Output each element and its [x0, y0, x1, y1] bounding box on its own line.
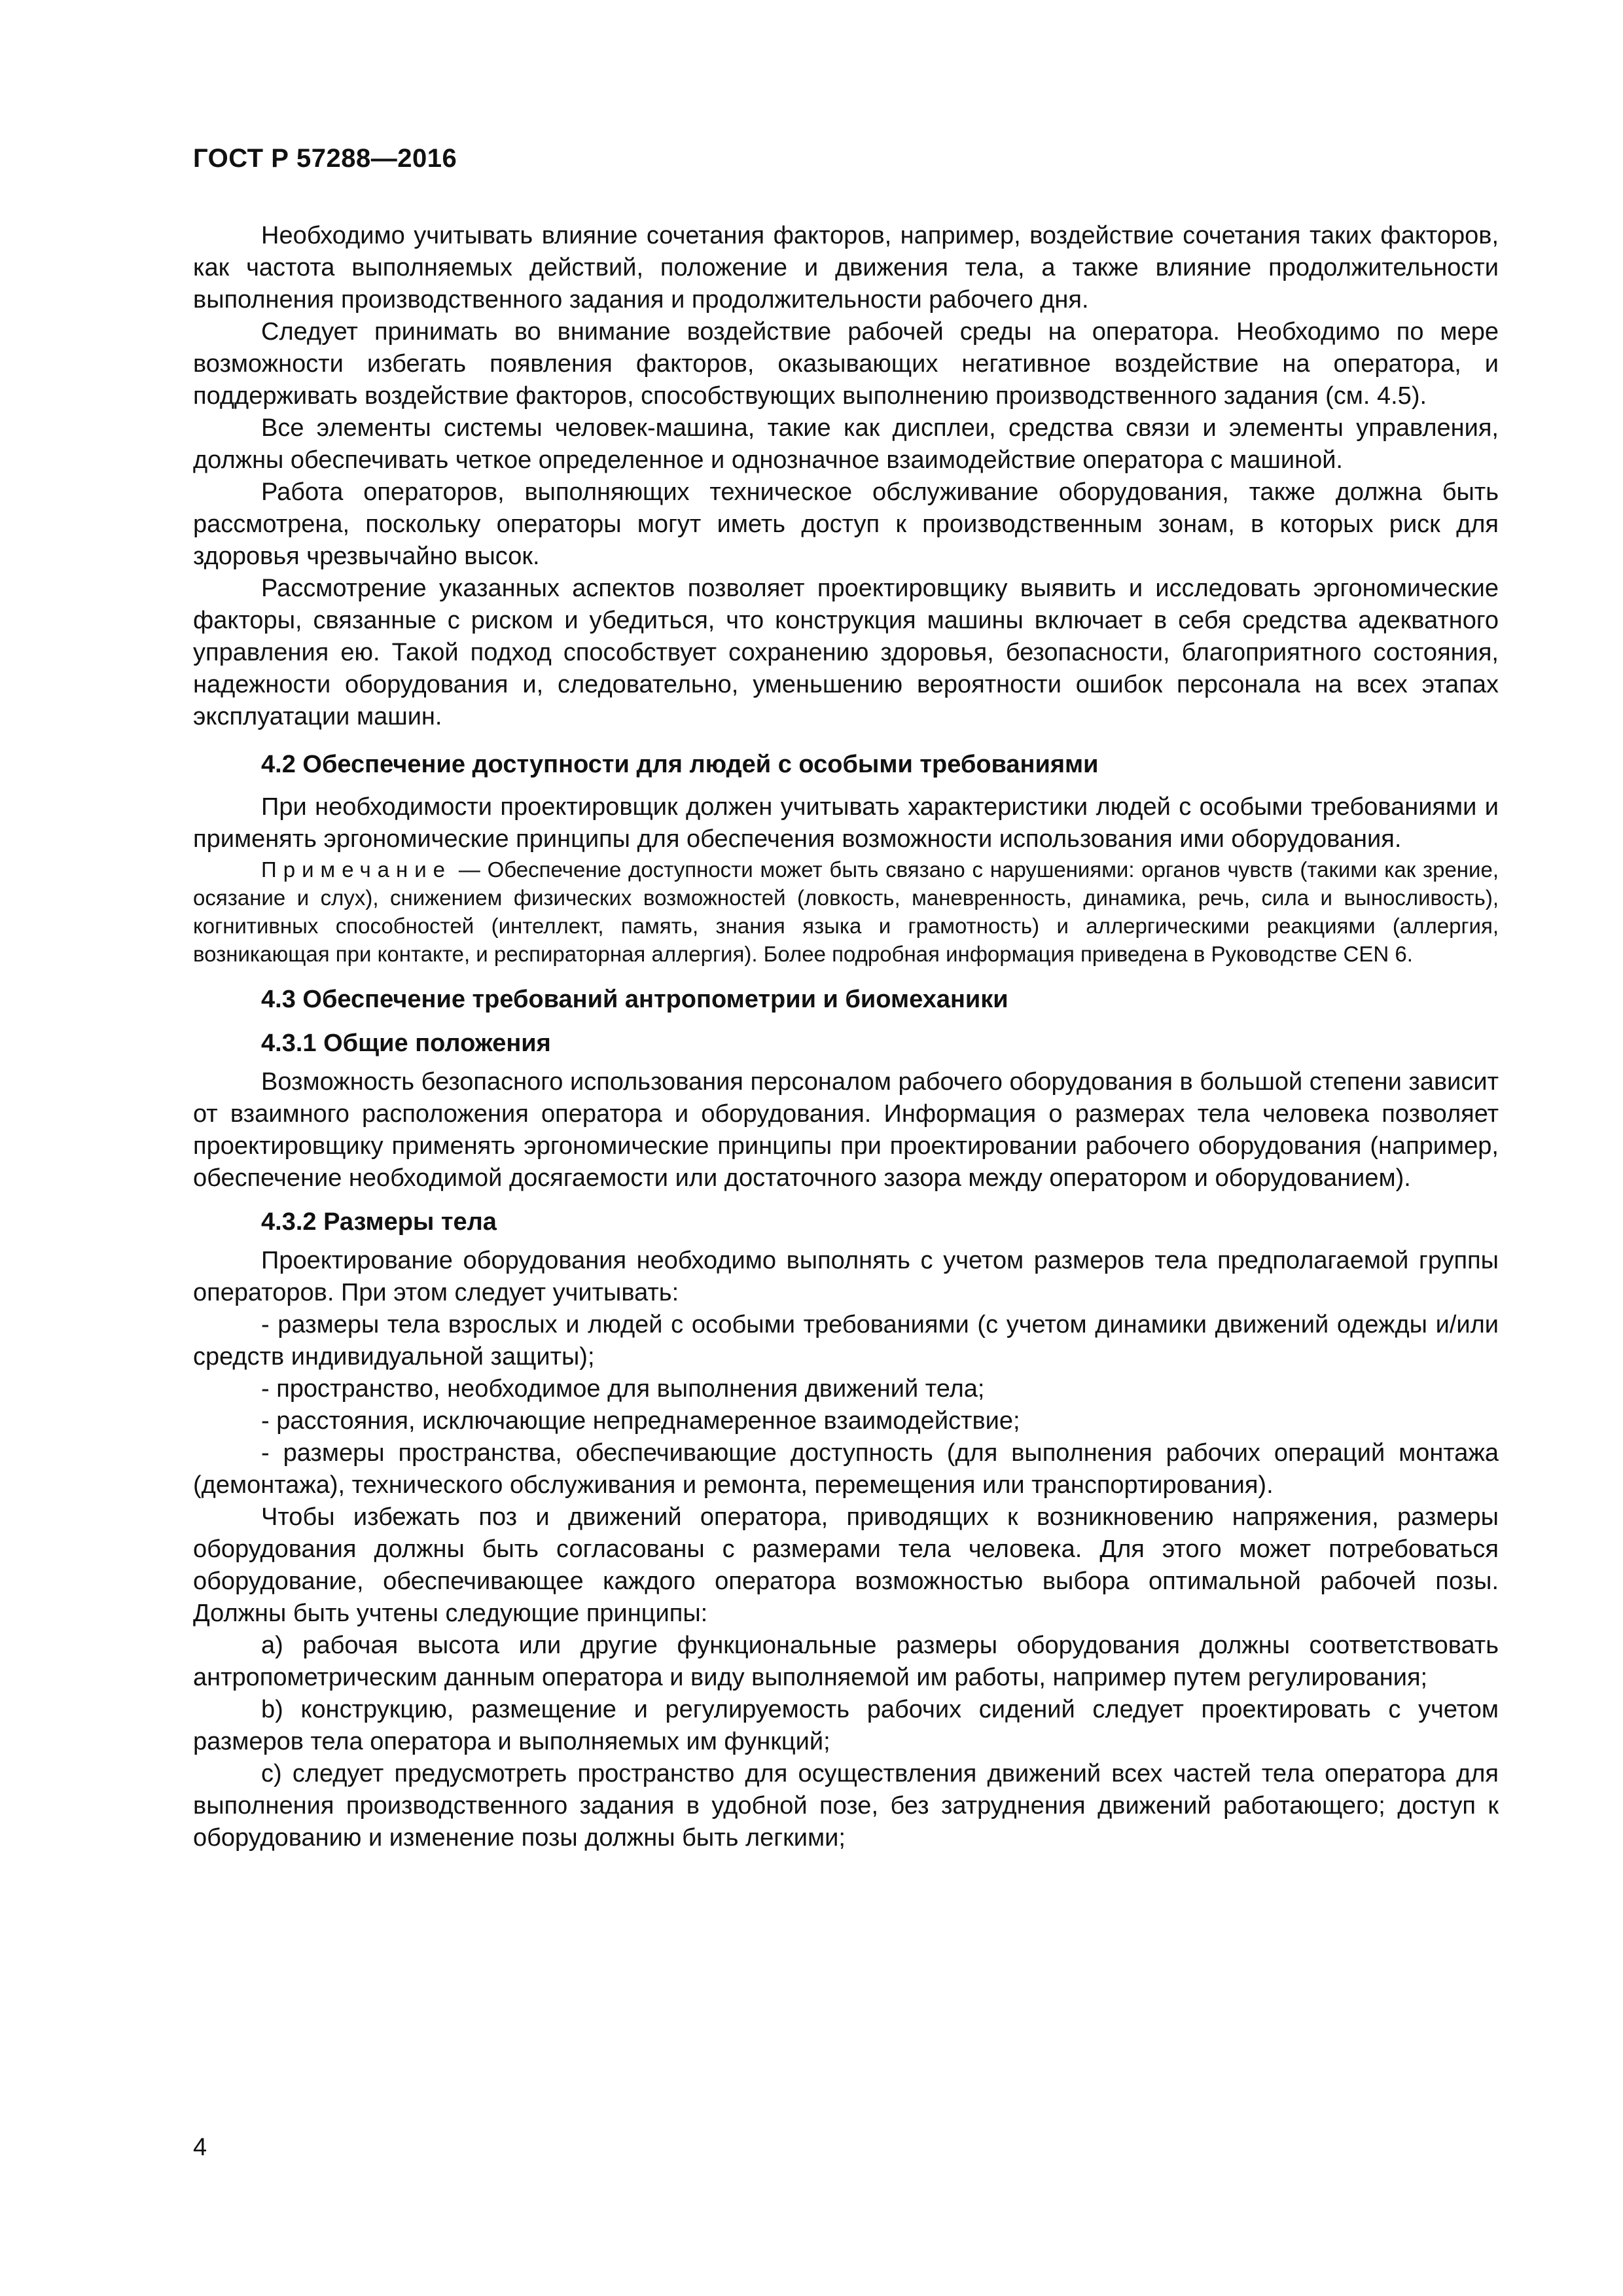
paragraph: Возможность безопасного использования персоналом рабочего оборудования в большой степени зависит от взаимного расположения оператора и оборудования. Информация о размерах тела человека позволяет проектировщику применять эргономические принципы при проектировании рабочего оборудования (например, обеспечение необходимой досягаемости или достаточного зазора между оператором и оборудованием).	[193, 1068, 1499, 1192]
list-item: - размеры пространства, обеспечивающие доступность (для выполнения рабочих операций монтажа (демонтажа), технического обслуживания и ремонта, перемещения или транспортирования).	[193, 1439, 1499, 1499]
paragraph: Необходимо учитывать влияние сочетания факторов, например, воздействие сочетания таких факторов, как частота выполняемых действий, положение и движения тела, а также влияние продолжительности выполнения производственного задания и продолжительности рабочего дня.	[193, 222, 1499, 314]
document-header: ГОСТ Р 57288—2016	[193, 144, 457, 173]
paragraph: Чтобы избежать поз и движений оператора, приводящих к возникновению напряжения, размеры оборудования должны быть согласованы с размерами тела человека. Для этого может потребоваться оборудование, обеспечивающее каждого оператора возможностью выбора оптимальной рабочей позы. Должны быть учтены следующие принципы:	[193, 1503, 1499, 1627]
paragraph: Работа операторов, выполняющих техническое обслуживание оборудования, также должна быть рассмотрена, поскольку операторы могут иметь доступ к производственным зонам, в которых риск для здоровья чрезвычайно высок.	[193, 478, 1499, 570]
subsection-heading-4-3-2: 4.3.2 Размеры тела	[261, 1208, 497, 1236]
page-number: 4	[193, 2134, 207, 2161]
note	[193, 855, 1499, 968]
section-heading-4-3: 4.3 Обеспечение требований антропометрии и биомеханики	[261, 986, 1008, 1013]
subsection-heading-4-3-1: 4.3.1 Общие положения	[261, 1030, 551, 1057]
list-item: c) следует предусмотреть пространство для осуществления движений всех частей тела оператора для выполнения производственного задания в удобной позе, без затруднения движений работающего; доступ к оборудованию и изменение позы должны быть легкими;	[193, 1760, 1499, 1852]
section-heading-4-2: 4.2 Обеспечение доступности для людей с особыми требованиями	[261, 751, 1099, 778]
paragraph: Следует принимать во внимание воздействие рабочей среды на оператора. Необходимо по мере возможности избегать появления факторов, оказывающих негативное воздействие на оператора, и поддерживать воздействие факторов, способствующих выполнению производственного задания (см. 4.5).	[193, 318, 1499, 410]
note-label: Примечание	[261, 857, 452, 882]
list-item: b) конструкцию, размещение и регулируемость рабочих сидений следует проектировать с учетом размеров тела оператора и выполняемых им функций;	[193, 1696, 1499, 1755]
paragraph: Проектирование оборудования необходимо выполнять с учетом размеров тела предполагаемой группы операторов. При этом следует учитывать:	[193, 1247, 1499, 1306]
paragraph: При необходимости проектировщик должен учитывать характеристики людей с особыми требованиями и применять эргономические принципы для обеспечения возможности использования ими оборудования.	[193, 793, 1499, 853]
paragraph: Рассмотрение указанных аспектов позволяет проектировщику выявить и исследовать эргономические факторы, связанные с риском и убедиться, что конструкция машины включает в себя средства адекватного управления ею. Такой подход способствует сохранению здоровья, безопасности, благоприятного состояния, надежности оборудования и, следовательно, уменьшению вероятности ошибок персонала на всех этапах эксплуатации машин.	[193, 575, 1499, 730]
list-item: - расстояния, исключающие непреднамеренное взаимодействие;	[261, 1407, 1020, 1435]
list-item: - размеры тела взрослых и людей с особыми требованиями (с учетом динамики движений одежды и/или средств индивидуальной защиты);	[193, 1311, 1499, 1371]
list-item: a) рабочая высота или другие функциональные размеры оборудования должны соответствовать антропометрическим данным оператора и виду выполняемой им работы, например путем регулирования;	[193, 1632, 1499, 1691]
paragraph: Все элементы системы человек-машина, такие как дисплеи, средства связи и элементы управления, должны обеспечивать четкое определенное и однозначное взаимодействие оператора с машиной.	[193, 414, 1499, 474]
note-text: — Обеспечение доступности может быть связано с нарушениями: органов чувств (такими как зрение, осязание и слух), снижением физических возможностей (ловкость, маневренность, динамика, речь, сила и выносливость), когнитивных способностей (интеллект, память, знания языка и грамотность) и аллергическими реакциями (аллергия, возникающая при контакте, и респираторная аллергия). Более подробная информация приведена в Руководстве CEN 6.	[193, 857, 1499, 966]
document-body	[193, 220, 1499, 1854]
list-item: - пространство, необходимое для выполнения движений тела;	[261, 1375, 985, 1403]
